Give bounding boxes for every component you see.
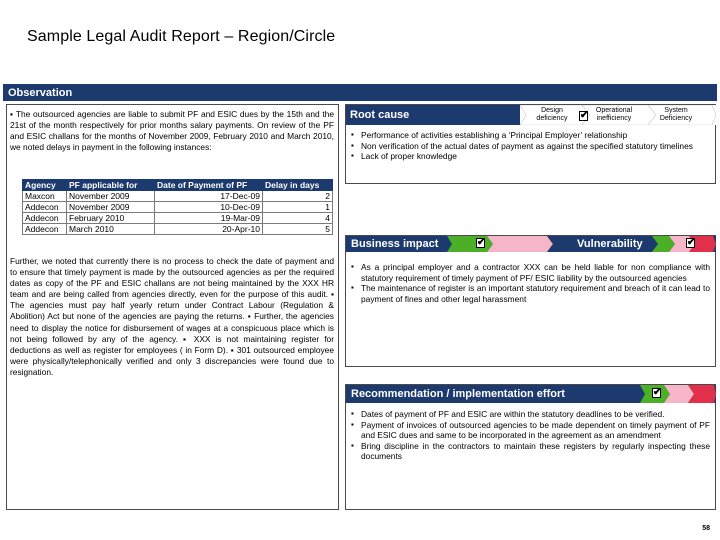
- recommendation-header: Recommendation / implementation effort: [346, 385, 716, 403]
- check-icon: ✔: [477, 237, 486, 248]
- business-impact-list: [350, 262, 710, 304]
- observation-details: Further, we noted that currently there is no process to check the date of payment and to ensure that timely payment is made by the outsourced agencies as per the required dates as copy of the PF and ESIC challans are not being maintained by the XXX HR team and are being called from agencies directly, even for the purpose of this audit. ▪ The agencies must pay half yearly return under Contract Labour (Regulation & Abolition) Act but none of the agencies are paying the returns. ▪ Further, the agencies need to display the notice for disbursement of wages at a conspicuous place which is not being followed by any of the agency. ▪ XXX is not maintaining register for deductions as well as register for employees ( in Form D). ▪ 301 outsourced employee were physically/telephonically verified and only 3 discrepancies were found due to resignation.: [10, 256, 334, 377]
- table-header-delay: Delay in days: [263, 180, 333, 191]
- list-item: ▪ As a principal employer and a contractor XXX can be held liable for non compliance with statutory requirement of timely payment of PF/ ESIC liability by the outsourced agencies: [350, 262, 710, 283]
- table-cell: November 2009: [67, 191, 155, 202]
- table-row: [23, 191, 333, 202]
- table-cell: 20-Apr-10: [155, 224, 263, 235]
- table-cell: November 2009: [67, 202, 155, 213]
- category-operational-inefficiency: Operational inefficiency: [595, 107, 633, 122]
- vulnerability-label: Vulnerability: [577, 238, 643, 250]
- category-system-deficiency: System Deficiency: [659, 107, 693, 122]
- arrow-medium: [487, 236, 553, 252]
- delay-table: [22, 179, 333, 235]
- table-cell: 4: [263, 213, 333, 224]
- table-row: [23, 224, 333, 235]
- root-cause-header: Root cause: [346, 105, 716, 125]
- list-item: ▪ Payment of invoices of outsourced agencies to be made dependent on timely payment of PF and ESIC dues and same to be incorporated in the agreement as an amendment: [350, 420, 710, 441]
- list-item: ▪ Dates of payment of PF and ESIC are within the statutory deadlines to be verified.: [350, 409, 710, 420]
- table-header-row: [23, 180, 333, 191]
- check-icon: ✔: [687, 237, 696, 248]
- table-cell: Addecon: [23, 224, 67, 235]
- list-item: ▪ The maintenance of register is an important statutory requirement and breach of it can lead to payment of fines and other legal harassment: [350, 283, 710, 304]
- list-item: ▪ Bring discipline in the contractors to maintain these registers by regularly inspecting these documents: [350, 441, 710, 462]
- table-header-pf-applicable: PF applicable for: [67, 180, 155, 191]
- observation-intro: ▪ The outsourced agencies are liable to submit PF and ESIC dues by the 15th and the 21st of the month respectively for prior months salary payments. On review of the PF and ESIC challans for the months of November 2009, February 2010 and March 2010, we noted delays in payment in the following instances:: [10, 109, 334, 153]
- table-header-agency: Agency: [23, 180, 67, 191]
- arrow-low: [447, 236, 493, 252]
- check-icon: ✔: [580, 110, 589, 121]
- root-cause-list: [350, 130, 710, 162]
- list-item: ▪ Non verification of the actual dates of payment as against the specified statutory timelines: [350, 141, 710, 152]
- page-number: 58: [702, 525, 710, 532]
- table-cell: 1: [263, 202, 333, 213]
- recommendation-list: [350, 409, 710, 462]
- table-cell: March 2010: [67, 224, 155, 235]
- table-cell: 10-Dec-09: [155, 202, 263, 213]
- table-row: [23, 213, 333, 224]
- table-cell: 5: [263, 224, 333, 235]
- table-header-payment-date: Date of Payment of PF: [155, 180, 263, 191]
- table-cell: 2: [263, 191, 333, 202]
- table-cell: Addecon: [23, 213, 67, 224]
- table-cell: Addecon: [23, 202, 67, 213]
- list-item: ▪ Lack of proper knowledge: [350, 151, 710, 162]
- check-icon: ✔: [653, 387, 662, 398]
- category-design-deficiency: Design deficiency: [536, 107, 568, 122]
- list-item: ▪ Performance of activities establishing a ‘Principal Employer’ relationship: [350, 130, 710, 141]
- observation-header: Observation: [3, 84, 717, 101]
- table-row: [23, 202, 333, 213]
- table-cell: Maxcon: [23, 191, 67, 202]
- table-cell: February 2010: [67, 213, 155, 224]
- table-cell: 19-Mar-09: [155, 213, 263, 224]
- table-cell: 17-Dec-09: [155, 191, 263, 202]
- page-title: Sample Legal Audit Report – Region/Circle: [27, 28, 336, 45]
- business-impact-header: Business impact: [351, 238, 439, 250]
